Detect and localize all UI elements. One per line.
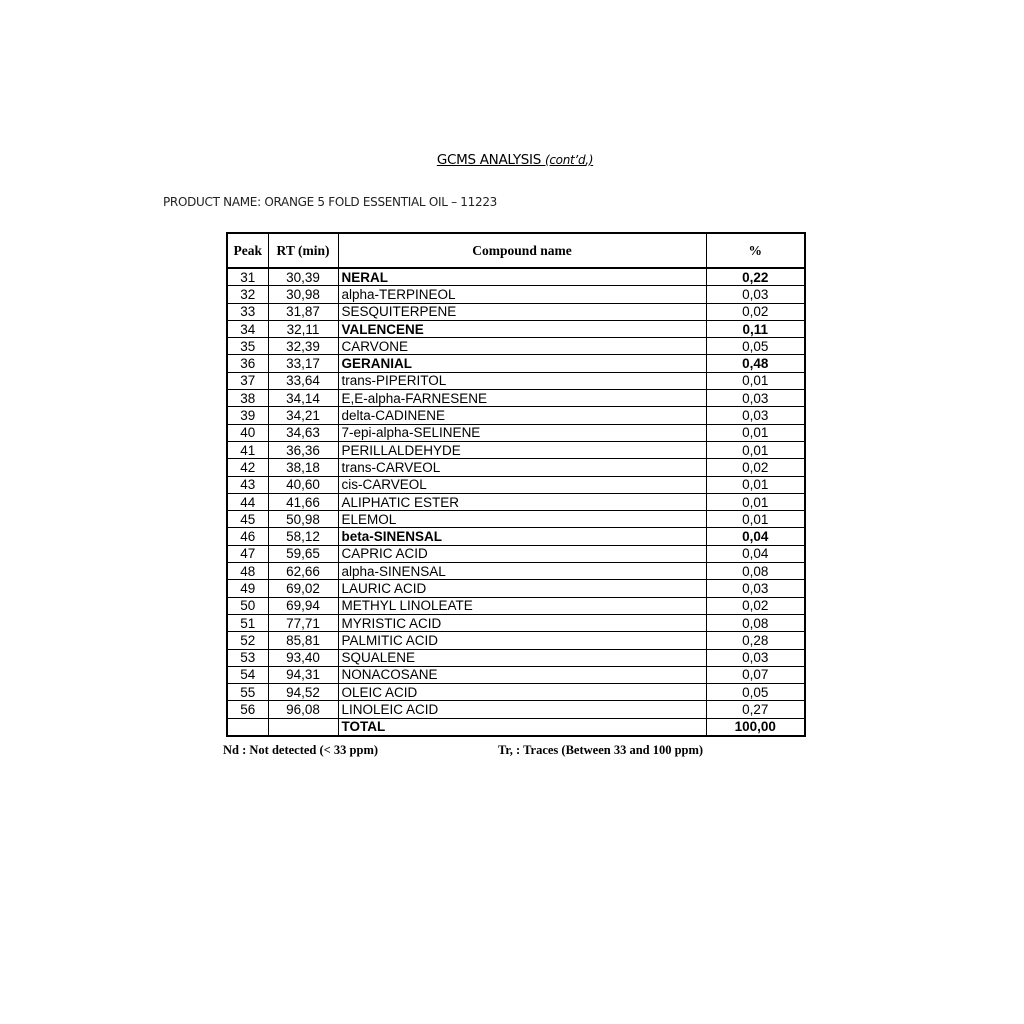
table-row bbox=[227, 407, 805, 424]
table-header-row bbox=[227, 233, 805, 268]
total-row bbox=[227, 718, 805, 736]
compound-cell: beta-SINENSAL bbox=[338, 528, 706, 545]
compound-cell: PERILLALDEHYDE bbox=[338, 441, 706, 458]
percent-cell: 0,01 bbox=[706, 372, 805, 389]
rt-cell: 69,94 bbox=[268, 597, 338, 614]
compound-cell: GERANIAL bbox=[338, 355, 706, 372]
peak-cell: 39 bbox=[227, 407, 268, 424]
table-row bbox=[227, 493, 805, 510]
compound-cell: CAPRIC ACID bbox=[338, 545, 706, 562]
peak-cell: 40 bbox=[227, 424, 268, 441]
rt-cell: 34,21 bbox=[268, 407, 338, 424]
peak-cell: 46 bbox=[227, 528, 268, 545]
rt-cell: 94,52 bbox=[268, 684, 338, 701]
percent-cell: 0,04 bbox=[706, 545, 805, 562]
rt-cell: 96,08 bbox=[268, 701, 338, 718]
percent-cell: 0,05 bbox=[706, 338, 805, 355]
table-row bbox=[227, 563, 805, 580]
percent-cell: 0,22 bbox=[706, 268, 805, 286]
percent-cell: 0,01 bbox=[706, 476, 805, 493]
rt-cell: 36,36 bbox=[268, 441, 338, 458]
rt-cell: 50,98 bbox=[268, 511, 338, 528]
rt-cell: 58,12 bbox=[268, 528, 338, 545]
percent-cell: 0,07 bbox=[706, 666, 805, 683]
percent-cell: 0,05 bbox=[706, 684, 805, 701]
table-row bbox=[227, 511, 805, 528]
rt-cell: 94,31 bbox=[268, 666, 338, 683]
product-name: PRODUCT NAME: ORANGE 5 FOLD ESSENTIAL OIL – 11223 bbox=[163, 195, 497, 209]
table-row bbox=[227, 632, 805, 649]
peak-cell: 34 bbox=[227, 320, 268, 337]
rt-cell: 30,39 bbox=[268, 268, 338, 286]
rt-cell: 40,60 bbox=[268, 476, 338, 493]
total-label: TOTAL bbox=[338, 718, 706, 736]
peak-cell: 41 bbox=[227, 441, 268, 458]
compound-cell: 7-epi-alpha-SELINENE bbox=[338, 424, 706, 441]
compound-cell: OLEIC ACID bbox=[338, 684, 706, 701]
table-row bbox=[227, 303, 805, 320]
table-row bbox=[227, 476, 805, 493]
table-row bbox=[227, 268, 805, 286]
table-row bbox=[227, 614, 805, 631]
note-not-detected: Nd : Not detected (< 33 ppm) bbox=[223, 743, 379, 757]
percent-cell: 0,27 bbox=[706, 701, 805, 718]
total-peak-cell bbox=[227, 718, 268, 736]
rt-cell: 93,40 bbox=[268, 649, 338, 666]
table-row bbox=[227, 441, 805, 458]
rt-cell: 31,87 bbox=[268, 303, 338, 320]
percent-cell: 0,01 bbox=[706, 493, 805, 510]
total-rt-cell bbox=[268, 718, 338, 736]
peak-cell: 52 bbox=[227, 632, 268, 649]
percent-cell: 0,08 bbox=[706, 563, 805, 580]
rt-cell: 32,39 bbox=[268, 338, 338, 355]
table-row bbox=[227, 597, 805, 614]
table-row bbox=[227, 320, 805, 337]
table-row bbox=[227, 545, 805, 562]
compound-cell: SQUALENE bbox=[338, 649, 706, 666]
percent-cell: 0,02 bbox=[706, 459, 805, 476]
table-row bbox=[227, 684, 805, 701]
compound-cell: PALMITIC ACID bbox=[338, 632, 706, 649]
table-row bbox=[227, 355, 805, 372]
compound-cell: CARVONE bbox=[338, 338, 706, 355]
compound-cell: METHYL LINOLEATE bbox=[338, 597, 706, 614]
title-text: GCMS ANALYSIS bbox=[436, 152, 541, 168]
gcms-table bbox=[226, 232, 806, 737]
table-row bbox=[227, 649, 805, 666]
rt-cell: 33,17 bbox=[268, 355, 338, 372]
peak-cell: 47 bbox=[227, 545, 268, 562]
percent-cell: 0,03 bbox=[706, 390, 805, 407]
peak-cell: 56 bbox=[227, 701, 268, 718]
compound-cell: NERAL bbox=[338, 268, 706, 286]
peak-cell: 45 bbox=[227, 511, 268, 528]
peak-cell: 42 bbox=[227, 459, 268, 476]
rt-cell: 62,66 bbox=[268, 563, 338, 580]
table-row bbox=[227, 390, 805, 407]
table-row bbox=[227, 459, 805, 476]
rt-cell: 77,71 bbox=[268, 614, 338, 631]
percent-cell: 0,02 bbox=[706, 303, 805, 320]
peak-cell: 53 bbox=[227, 649, 268, 666]
table-row bbox=[227, 528, 805, 545]
compound-cell: cis-CARVEOL bbox=[338, 476, 706, 493]
compound-cell: trans-PIPERITOL bbox=[338, 372, 706, 389]
compound-cell: E,E-alpha-FARNESENE bbox=[338, 390, 706, 407]
percent-cell: 0,08 bbox=[706, 614, 805, 631]
percent-cell: 0,48 bbox=[706, 355, 805, 372]
peak-cell: 51 bbox=[227, 614, 268, 631]
percent-cell: 0,03 bbox=[706, 649, 805, 666]
percent-cell: 0,01 bbox=[706, 441, 805, 458]
rt-cell: 85,81 bbox=[268, 632, 338, 649]
compound-cell: alpha-TERPINEOL bbox=[338, 286, 706, 303]
compound-cell: delta-CADINENE bbox=[338, 407, 706, 424]
table-row bbox=[227, 701, 805, 718]
compound-cell: VALENCENE bbox=[338, 320, 706, 337]
peak-cell: 31 bbox=[227, 268, 268, 286]
peak-cell: 35 bbox=[227, 338, 268, 355]
header-rt: RT (min) bbox=[268, 233, 338, 268]
header-percent: % bbox=[706, 233, 805, 268]
page-title bbox=[0, 152, 1024, 168]
rt-cell: 41,66 bbox=[268, 493, 338, 510]
peak-cell: 50 bbox=[227, 597, 268, 614]
peak-cell: 55 bbox=[227, 684, 268, 701]
peak-cell: 48 bbox=[227, 563, 268, 580]
percent-cell: 0,03 bbox=[706, 580, 805, 597]
rt-cell: 30,98 bbox=[268, 286, 338, 303]
table-row bbox=[227, 424, 805, 441]
percent-cell: 0,28 bbox=[706, 632, 805, 649]
rt-cell: 69,02 bbox=[268, 580, 338, 597]
compound-cell: LINOLEIC ACID bbox=[338, 701, 706, 718]
total-value: 100,00 bbox=[706, 718, 805, 736]
peak-cell: 33 bbox=[227, 303, 268, 320]
peak-cell: 36 bbox=[227, 355, 268, 372]
percent-cell: 0,02 bbox=[706, 597, 805, 614]
peak-cell: 49 bbox=[227, 580, 268, 597]
rt-cell: 32,11 bbox=[268, 320, 338, 337]
peak-cell: 32 bbox=[227, 286, 268, 303]
rt-cell: 34,14 bbox=[268, 390, 338, 407]
rt-cell: 38,18 bbox=[268, 459, 338, 476]
compound-cell: ELEMOL bbox=[338, 511, 706, 528]
note-traces: Tr, : Traces (Between 33 and 100 ppm) bbox=[498, 743, 704, 757]
table-row bbox=[227, 286, 805, 303]
table-row bbox=[227, 580, 805, 597]
peak-cell: 54 bbox=[227, 666, 268, 683]
compound-cell: alpha-SINENSAL bbox=[338, 563, 706, 580]
rt-cell: 59,65 bbox=[268, 545, 338, 562]
percent-cell: 0,01 bbox=[706, 511, 805, 528]
compound-cell: MYRISTIC ACID bbox=[338, 614, 706, 631]
compound-cell: SESQUITERPENE bbox=[338, 303, 706, 320]
header-peak: Peak bbox=[227, 233, 268, 268]
percent-cell: 0,01 bbox=[706, 424, 805, 441]
table-row bbox=[227, 666, 805, 683]
title-suffix: (cont’d,) bbox=[545, 153, 594, 167]
percent-cell: 0,03 bbox=[706, 407, 805, 424]
rt-cell: 33,64 bbox=[268, 372, 338, 389]
table-body bbox=[227, 268, 805, 718]
compound-cell: trans-CARVEOL bbox=[338, 459, 706, 476]
peak-cell: 38 bbox=[227, 390, 268, 407]
percent-cell: 0,04 bbox=[706, 528, 805, 545]
percent-cell: 0,11 bbox=[706, 320, 805, 337]
peak-cell: 44 bbox=[227, 493, 268, 510]
peak-cell: 43 bbox=[227, 476, 268, 493]
peak-cell: 37 bbox=[227, 372, 268, 389]
table-row bbox=[227, 372, 805, 389]
header-compound: Compound name bbox=[338, 233, 706, 268]
percent-cell: 0,03 bbox=[706, 286, 805, 303]
compound-cell: NONACOSANE bbox=[338, 666, 706, 683]
rt-cell: 34,63 bbox=[268, 424, 338, 441]
compound-cell: LAURIC ACID bbox=[338, 580, 706, 597]
compound-cell: ALIPHATIC ESTER bbox=[338, 493, 706, 510]
table-row bbox=[227, 338, 805, 355]
